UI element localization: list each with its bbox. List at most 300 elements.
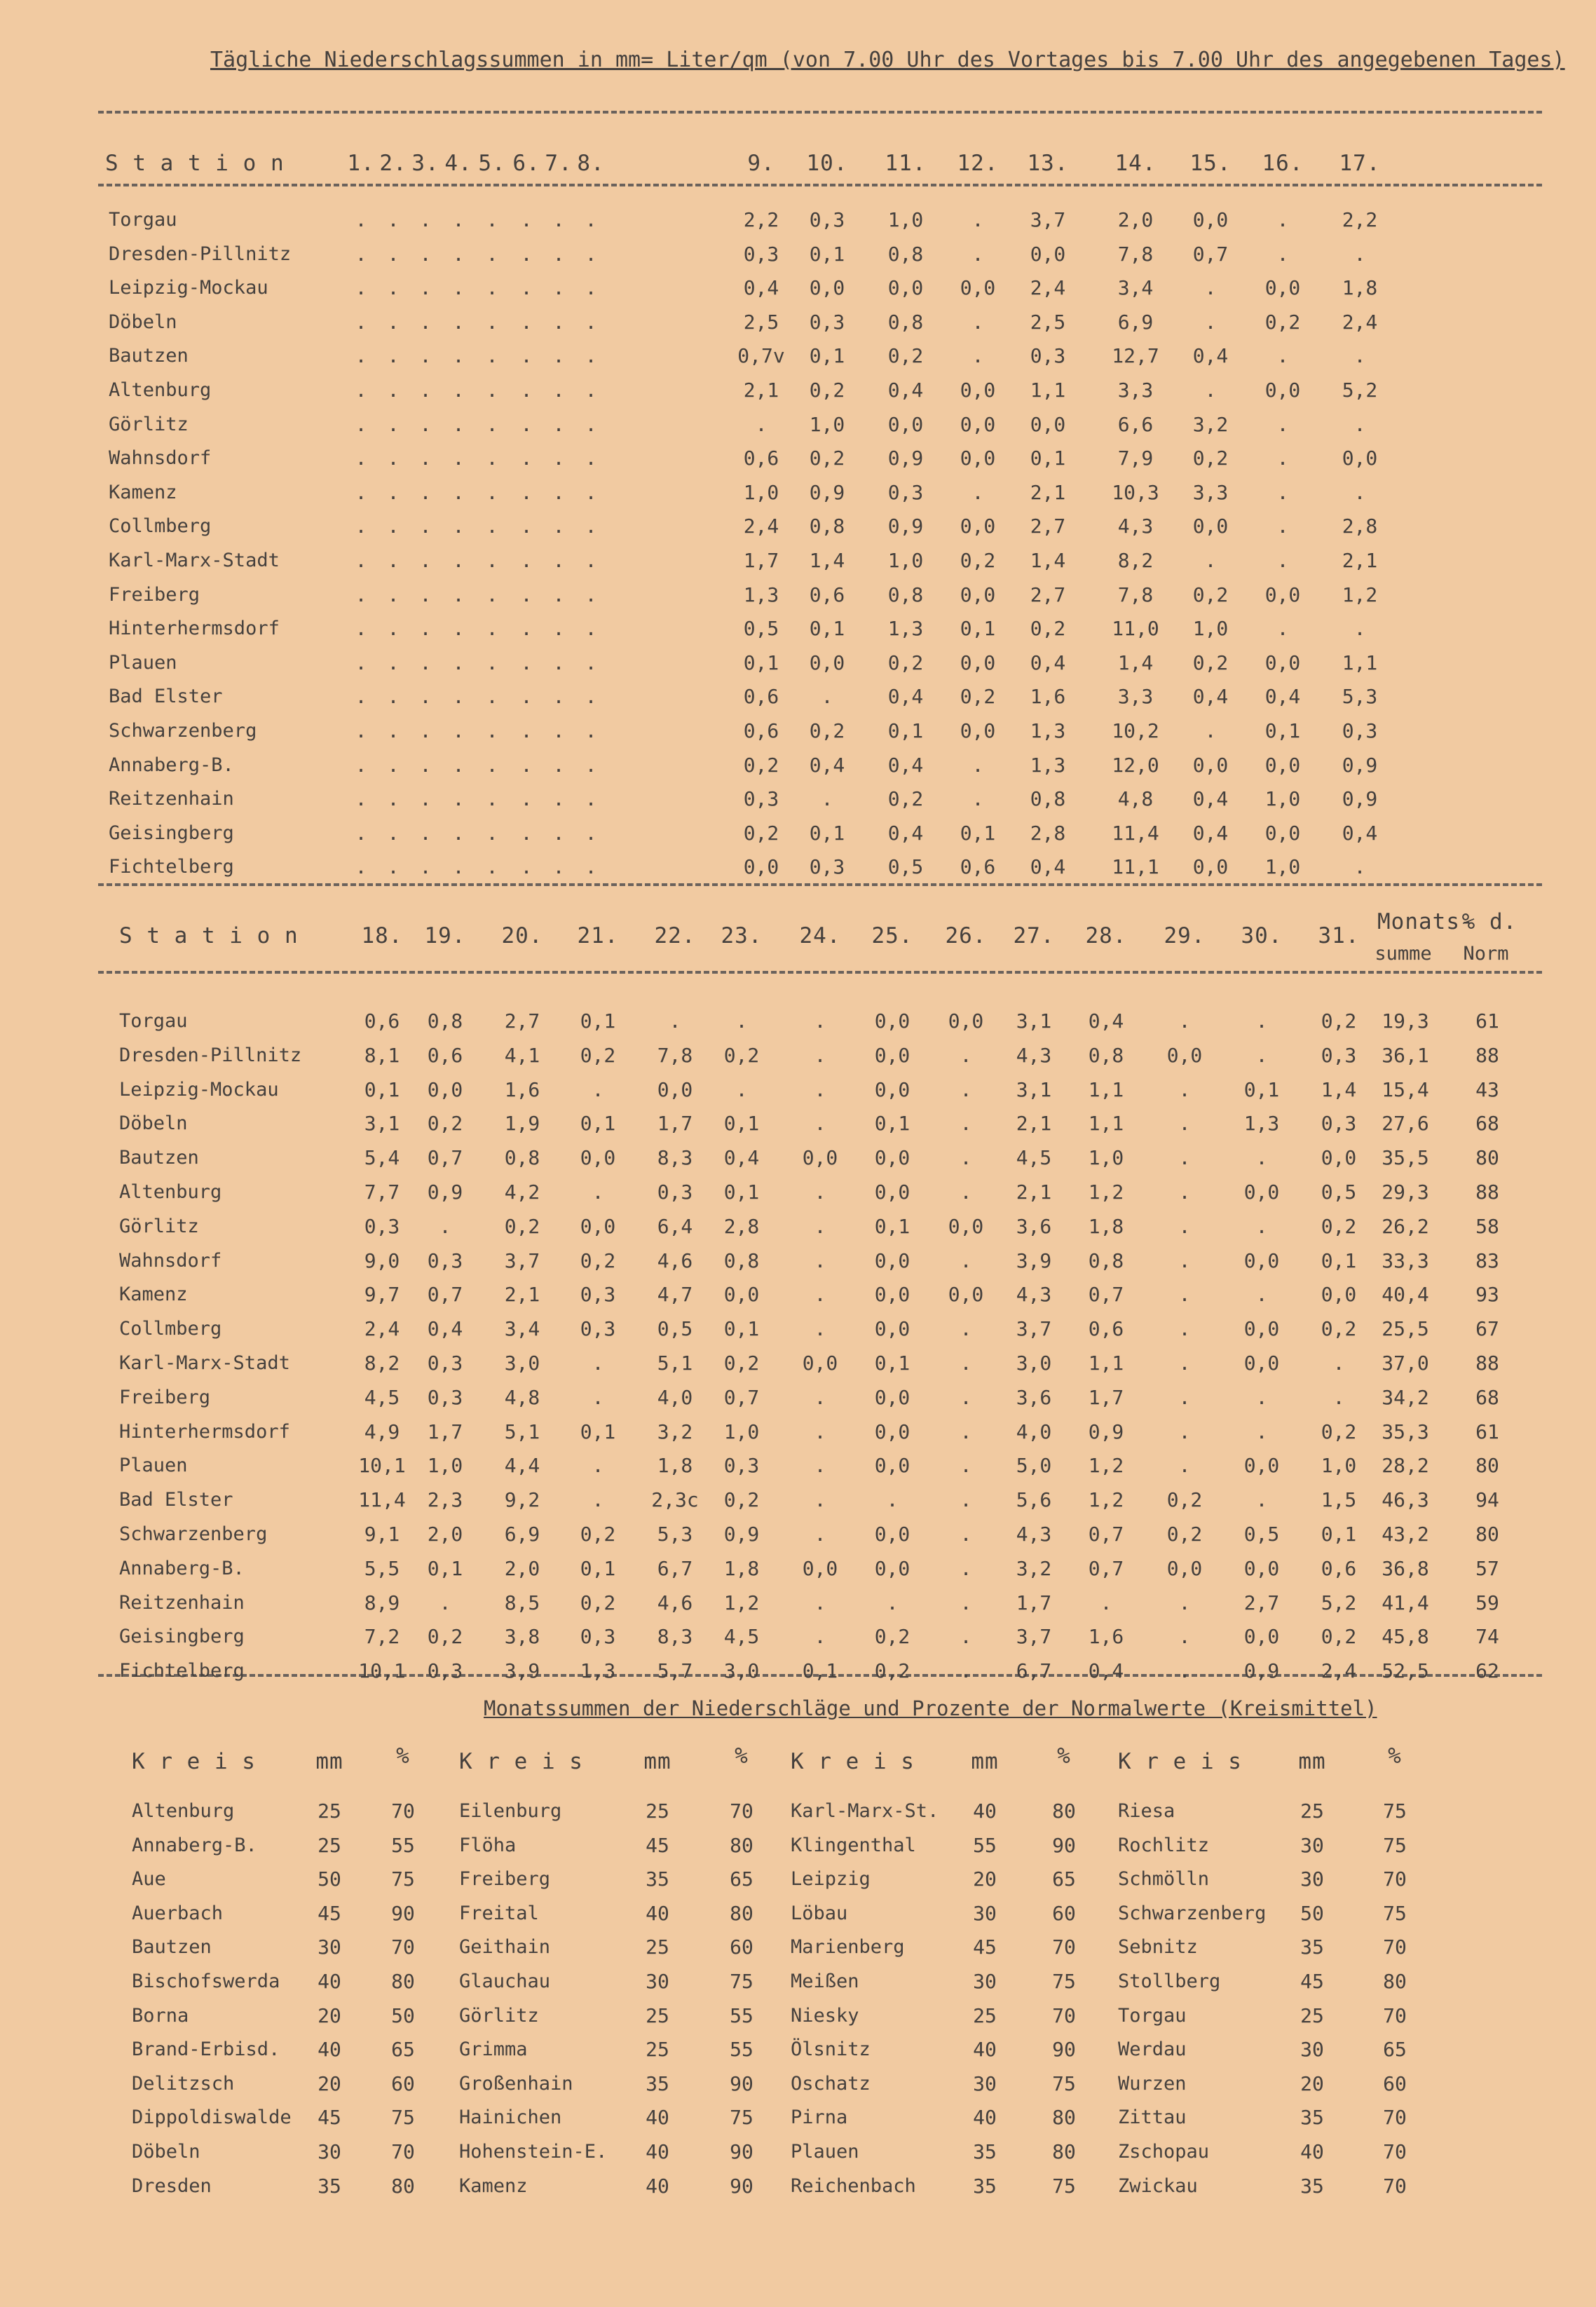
- table3-mm-value: 40: [973, 2038, 997, 2061]
- table2-value-cell: .: [960, 1557, 972, 1580]
- table3-kreis-name: Wurzen: [1118, 2073, 1187, 2095]
- table1-station-name: Freiberg: [109, 584, 200, 606]
- table3-kreis-name: Karl-Marx-St.: [791, 1800, 939, 1822]
- table2-value-cell: 4,6: [657, 1249, 693, 1272]
- table2-value-cell: 0,0: [1243, 1352, 1280, 1375]
- table2-monthly-sum: 15,4: [1382, 1078, 1429, 1101]
- table1-value-cell: .: [452, 685, 465, 708]
- table3-title: Monatssummen der Niederschläge und Prozente der Normalwerte (Kreismittel): [484, 1696, 1377, 1720]
- table3-kreis-name: Geithain: [459, 1936, 551, 1958]
- table2-value-cell: 1,5: [1321, 1488, 1357, 1511]
- table2-percent-normal: 80: [1475, 1523, 1499, 1546]
- table1-value-cell: .: [387, 311, 400, 334]
- table2-value-cell: 1,2: [723, 1591, 760, 1614]
- table1-value-cell: 1,6: [1030, 685, 1066, 708]
- table3-kreis-header: K r e i s: [459, 1749, 583, 1774]
- table1-value-cell: 1,3: [1030, 754, 1066, 777]
- table1-value-cell: .: [387, 583, 400, 606]
- table2-value-cell: 0,3: [1321, 1044, 1357, 1067]
- table2-value-cell: 8,9: [364, 1591, 400, 1614]
- table3-mm-value: 50: [1300, 1902, 1324, 1925]
- table1-value-cell: .: [486, 481, 498, 504]
- table1-value-cell: .: [1353, 413, 1366, 436]
- table1-station-name: Wahnsdorf: [109, 447, 212, 469]
- table2-value-cell: 0,6: [1321, 1557, 1357, 1580]
- table3-mm-value: 35: [1300, 2175, 1324, 2198]
- table3-kreis-name: Riesa: [1118, 1800, 1175, 1822]
- table1-value-cell: 0,0: [1192, 515, 1229, 538]
- table3-kreis-name: Eilenburg: [459, 1800, 562, 1822]
- table1-value-cell: .: [419, 754, 432, 777]
- table3-pct-value: 70: [1383, 1867, 1407, 1891]
- table3-mm-value: 40: [1300, 2140, 1324, 2163]
- table2-value-cell: 3,6: [1016, 1386, 1052, 1409]
- table2-value-cell: 0,3: [427, 1386, 463, 1409]
- table2-value-cell: .: [1178, 1215, 1191, 1238]
- table3-pct-value: 55: [730, 2038, 753, 2061]
- table1-value-cell: .: [486, 822, 498, 845]
- table2-value-cell: 0,9: [1088, 1420, 1124, 1443]
- table3-mm-value: 45: [973, 1935, 997, 1959]
- table2-monthly-sum: 37,0: [1382, 1352, 1429, 1375]
- table1-value-cell: .: [419, 311, 432, 334]
- table1-value-cell: 4,8: [1117, 787, 1154, 810]
- table1-value-cell: .: [585, 685, 597, 708]
- table3-kreis-name: Meißen: [791, 1971, 859, 1992]
- table2-value-cell: 0,0: [1243, 1454, 1280, 1477]
- table1-value-cell: 1,0: [1264, 787, 1301, 810]
- table2-value-cell: 0,2: [874, 1659, 910, 1682]
- table1-value-cell: .: [452, 617, 465, 640]
- table2-value-cell: 0,0: [1321, 1283, 1357, 1306]
- table2-value-cell: 4,0: [1016, 1420, 1052, 1443]
- table1-value-cell: .: [971, 208, 984, 231]
- table3-kreis-name: Schwarzenberg: [1118, 1903, 1267, 1924]
- table2-value-cell: .: [886, 1488, 899, 1511]
- table1-value-cell: .: [1276, 617, 1289, 640]
- table2-value-cell: 0,2: [580, 1044, 616, 1067]
- table1-value-cell: 1,7: [743, 549, 779, 572]
- table1-value-cell: 0,1: [1264, 719, 1301, 742]
- table3-kreis-name: Bautzen: [132, 1936, 212, 1958]
- table1-value-cell: 0,3: [809, 311, 845, 334]
- table1-value-cell: 1,2: [1342, 583, 1378, 606]
- table1-value-cell: .: [355, 447, 367, 470]
- table1-value-cell: .: [520, 651, 533, 674]
- table3-pct-value: 75: [391, 2106, 415, 2129]
- table2-value-cell: 3,7: [504, 1249, 540, 1272]
- table2-value-cell: 1,1: [1088, 1078, 1124, 1101]
- table2-value-cell: 11,4: [358, 1488, 406, 1511]
- table2-value-cell: 0,2: [723, 1044, 760, 1067]
- table3-kreis-name: Kamenz: [459, 2175, 528, 2197]
- table1-value-cell: 0,0: [743, 855, 779, 878]
- table1-value-cell: 2,4: [1342, 311, 1378, 334]
- table1-value-cell: 0,3: [887, 481, 924, 504]
- table3-pct-value: 80: [391, 2175, 415, 2198]
- table3-pct-value: 65: [391, 2038, 415, 2061]
- table3-kreis-name: Brand-Erbisd.: [132, 2039, 280, 2060]
- table2-value-cell: .: [814, 1488, 826, 1511]
- table1-value-cell: 0,1: [809, 243, 845, 266]
- table1-value-cell: 0,5: [743, 617, 779, 640]
- table2-value-cell: .: [814, 1180, 826, 1204]
- table1-value-cell: 1,3: [1030, 719, 1066, 742]
- table2-value-cell: .: [735, 1078, 748, 1101]
- table1-value-cell: 0,0: [1192, 208, 1229, 231]
- table2-percent-normal: 94: [1475, 1488, 1499, 1511]
- table1-value-cell: 10,3: [1112, 481, 1159, 504]
- table2-value-cell: .: [1255, 1044, 1268, 1067]
- table1-value-cell: 0,4: [887, 685, 924, 708]
- table2-value-cell: .: [1255, 1386, 1268, 1409]
- table2-value-cell: 2,3c: [651, 1488, 699, 1511]
- table1-value-cell: .: [486, 208, 498, 231]
- table2-value-cell: 0,0: [1243, 1249, 1280, 1272]
- table2-sum-header-2: summe: [1375, 943, 1432, 965]
- table2-value-cell: 3,9: [504, 1659, 540, 1682]
- table2-value-cell: 3,8: [504, 1625, 540, 1648]
- table1-value-cell: 0,6: [809, 583, 845, 606]
- table1-station-name: Bautzen: [109, 345, 189, 367]
- table2-value-cell: 0,0: [874, 1557, 910, 1580]
- table1-value-cell: 2,7: [1030, 583, 1066, 606]
- table2-percent-normal: 88: [1475, 1044, 1499, 1067]
- table1-value-cell: 0,4: [1030, 855, 1066, 878]
- table2-value-cell: 4,2: [504, 1180, 540, 1204]
- table2-value-cell: 0,8: [504, 1146, 540, 1169]
- table3-kreis-name: Reichenbach: [791, 2175, 916, 2197]
- table3-mm-value: 50: [318, 1867, 341, 1891]
- table1-value-cell: .: [520, 276, 533, 299]
- table1-day-header: 16.: [1262, 151, 1304, 176]
- table3-mm-value: 40: [318, 1970, 341, 1993]
- table1-value-cell: .: [355, 617, 367, 640]
- table3-kreis-name: Zschopau: [1118, 2141, 1210, 2163]
- table2-value-cell: 0,2: [1166, 1488, 1203, 1511]
- table1-value-cell: .: [387, 413, 400, 436]
- table2-value-cell: 0,1: [723, 1112, 760, 1135]
- table1-value-cell: 0,7: [1192, 243, 1229, 266]
- table1-station-name: Reitzenhain: [109, 788, 234, 810]
- table1-value-cell: 0,0: [960, 515, 996, 538]
- table1-day-header: 4.: [444, 151, 472, 176]
- table3-pct-value: 60: [391, 2072, 415, 2095]
- table1-day-header: 6.: [512, 151, 540, 176]
- table2-station-name: Schwarzenberg: [119, 1523, 268, 1545]
- table2-day-header: 20.: [501, 923, 543, 948]
- table1-value-cell: 0,0: [960, 276, 996, 299]
- table1-value-cell: 0,3: [1030, 344, 1066, 367]
- table3-pct-header: %: [396, 1743, 410, 1769]
- table1-value-cell: 12,7: [1112, 344, 1159, 367]
- table2-value-cell: 3,7: [1016, 1317, 1052, 1340]
- table1-value-cell: 0,8: [809, 515, 845, 538]
- table1-value-cell: .: [552, 787, 565, 810]
- table3-mm-value: 45: [1300, 1970, 1324, 1993]
- table2-value-cell: .: [960, 1317, 972, 1340]
- table1-value-cell: .: [1204, 311, 1217, 334]
- table2-value-cell: 1,6: [504, 1078, 540, 1101]
- table1-value-cell: 5,3: [1342, 685, 1378, 708]
- table3-mm-value: 35: [973, 2140, 997, 2163]
- table3-kreis-name: Plauen: [791, 2141, 859, 2163]
- table2-value-cell: 0,0: [874, 1009, 910, 1033]
- table3-pct-value: 70: [1383, 2175, 1407, 2198]
- table1-value-cell: .: [585, 379, 597, 402]
- table1-value-cell: 0,0: [1264, 583, 1301, 606]
- table3-pct-value: 50: [391, 2004, 415, 2027]
- table1-value-cell: .: [387, 481, 400, 504]
- table1-value-cell: 0,2: [1264, 311, 1301, 334]
- table2-value-cell: 5,3: [657, 1523, 693, 1546]
- table2-value-cell: 8,5: [504, 1591, 540, 1614]
- table1-value-cell: .: [552, 617, 565, 640]
- table2-percent-normal: 80: [1475, 1454, 1499, 1477]
- table2-value-cell: 0,1: [1321, 1523, 1357, 1546]
- table2-value-cell: 0,0: [1243, 1317, 1280, 1340]
- table1-value-cell: 0,6: [743, 447, 779, 470]
- table2-value-cell: 7,8: [657, 1044, 693, 1067]
- table1-value-cell: 3,4: [1117, 276, 1154, 299]
- table2-value-cell: .: [1178, 1625, 1191, 1648]
- table2-value-cell: 5,7: [657, 1659, 693, 1682]
- table2-value-cell: 1,7: [1016, 1591, 1052, 1614]
- table1-value-cell: 0,4: [743, 276, 779, 299]
- table1-value-cell: .: [419, 208, 432, 231]
- table3-kreis-name: Pirna: [791, 2107, 848, 2128]
- table2-value-cell: .: [1178, 1659, 1191, 1682]
- table1-value-cell: 0,7v: [737, 344, 785, 367]
- table1-value-cell: .: [552, 719, 565, 742]
- table1-value-cell: .: [486, 311, 498, 334]
- table3-mm-value: 55: [973, 1834, 997, 1857]
- table2-value-cell: 0,0: [874, 1180, 910, 1204]
- table3-pct-value: 70: [730, 1799, 753, 1823]
- table3-pct-value: 90: [730, 2175, 753, 2198]
- table1-value-cell: .: [486, 855, 498, 878]
- table2-value-cell: 4,5: [364, 1386, 400, 1409]
- table1-value-cell: .: [355, 719, 367, 742]
- table3-mm-value: 35: [1300, 2106, 1324, 2129]
- table2-value-cell: 0,9: [723, 1523, 760, 1546]
- table1-value-cell: 7,8: [1117, 583, 1154, 606]
- table2-station-name: Görlitz: [119, 1216, 199, 1237]
- table2-value-cell: 0,0: [802, 1557, 838, 1580]
- table2-value-cell: 1,8: [657, 1454, 693, 1477]
- table1-value-cell: .: [585, 208, 597, 231]
- table1-value-cell: .: [552, 243, 565, 266]
- table1-value-cell: 5,2: [1342, 379, 1378, 402]
- table1-value-cell: 0,3: [1342, 719, 1378, 742]
- table1-value-cell: .: [821, 685, 833, 708]
- table3-pct-value: 80: [730, 1834, 753, 1857]
- table2-station-name: Döbeln: [119, 1112, 188, 1134]
- table3-mm-value: 30: [318, 1935, 341, 1959]
- table2-value-cell: 0,1: [723, 1317, 760, 1340]
- table1-station-name: Leipzig-Mockau: [109, 277, 268, 299]
- table2-value-cell: 0,0: [580, 1146, 616, 1169]
- table3-mm-value: 25: [1300, 1799, 1324, 1823]
- table2-value-cell: 2,1: [504, 1283, 540, 1306]
- table1-value-cell: .: [387, 822, 400, 845]
- table3-kreis-name: Glauchau: [459, 1971, 551, 1992]
- table2-percent-normal: 80: [1475, 1146, 1499, 1169]
- table2-value-cell: .: [960, 1420, 972, 1443]
- table3-mm-value: 30: [973, 2072, 997, 2095]
- table3-pct-value: 80: [1052, 2106, 1076, 2129]
- table1-value-cell: .: [520, 822, 533, 845]
- table1-value-cell: 2,7: [1030, 515, 1066, 538]
- table2-value-cell: .: [592, 1386, 604, 1409]
- table1-value-cell: .: [585, 413, 597, 436]
- table1-day-header: 9.: [747, 151, 775, 176]
- table2-value-cell: 0,1: [427, 1557, 463, 1580]
- table3-kreis-name: Grimma: [459, 2039, 528, 2060]
- table3-pct-value: 70: [1383, 2106, 1407, 2129]
- table1-value-cell: .: [1276, 447, 1289, 470]
- table3-kreis-name: Freital: [459, 1903, 539, 1924]
- table1-value-cell: .: [520, 549, 533, 572]
- table3-pct-value: 90: [730, 2072, 753, 2095]
- table2-value-cell: 0,7: [1088, 1283, 1124, 1306]
- table2-monthly-sum: 45,8: [1382, 1625, 1429, 1648]
- table1-value-cell: .: [520, 685, 533, 708]
- table1-day-header: 17.: [1339, 151, 1381, 176]
- table2-percent-normal: 68: [1475, 1112, 1499, 1135]
- table2-value-cell: 0,2: [1321, 1215, 1357, 1238]
- table2-monthly-sum: 25,5: [1382, 1317, 1429, 1340]
- table1-value-cell: .: [585, 447, 597, 470]
- table3-mm-value: 35: [646, 1867, 669, 1891]
- table1-value-cell: .: [452, 481, 465, 504]
- table3-pct-value: 90: [1052, 2038, 1076, 2061]
- table2-value-cell: 0,0: [874, 1386, 910, 1409]
- table1-value-cell: 0,0: [960, 651, 996, 674]
- table2-value-cell: 1,0: [723, 1420, 760, 1443]
- table2-value-cell: 1,2: [1088, 1180, 1124, 1204]
- table2-value-cell: .: [814, 1112, 826, 1135]
- table1-value-cell: 0,8: [887, 583, 924, 606]
- table2-value-cell: 0,0: [874, 1523, 910, 1546]
- table2-value-cell: 1,8: [1088, 1215, 1124, 1238]
- table2-value-cell: 0,0: [874, 1249, 910, 1272]
- table2-value-cell: .: [960, 1112, 972, 1135]
- table1-value-cell: .: [1276, 344, 1289, 367]
- table2-value-cell: 0,3: [427, 1352, 463, 1375]
- table3-kreis-name: Niesky: [791, 2005, 859, 2027]
- table1-value-cell: 0,6: [960, 855, 996, 878]
- table1-value-cell: .: [355, 379, 367, 402]
- table2-value-cell: 4,7: [657, 1283, 693, 1306]
- table2-station-name: Plauen: [119, 1455, 188, 1476]
- table2-monthly-sum: 43,2: [1382, 1523, 1429, 1546]
- table2-value-cell: 0,6: [364, 1009, 400, 1033]
- table2-value-cell: .: [1178, 1591, 1191, 1614]
- table1-value-cell: 1,0: [743, 481, 779, 504]
- table3-kreis-name: Freiberg: [459, 1868, 551, 1890]
- table2-value-cell: 2,4: [364, 1317, 400, 1340]
- table1-day-header: 15.: [1189, 151, 1232, 176]
- table1-day-header: 14.: [1114, 151, 1157, 176]
- table1-value-cell: 0,6: [743, 685, 779, 708]
- table3-kreis-name: Dippoldiswalde: [132, 2107, 292, 2128]
- table2-value-cell: 1,0: [1088, 1146, 1124, 1169]
- table3-pct-value: 60: [1383, 2072, 1407, 2095]
- table2-monthly-sum: 26,2: [1382, 1215, 1429, 1238]
- table2-monthly-sum: 41,4: [1382, 1591, 1429, 1614]
- table1-value-cell: 0,4: [1192, 822, 1229, 845]
- table1-value-cell: .: [355, 787, 367, 810]
- table2-value-cell: 7,7: [364, 1180, 400, 1204]
- table1-station-name: Altenburg: [109, 379, 212, 401]
- table1-value-cell: 1,0: [887, 549, 924, 572]
- table2-value-cell: .: [960, 1249, 972, 1272]
- table1-value-cell: .: [486, 379, 498, 402]
- table1-value-cell: .: [486, 651, 498, 674]
- table3-pct-value: 90: [1052, 1834, 1076, 1857]
- table3-pct-value: 70: [1383, 2140, 1407, 2163]
- table1-value-cell: 0,2: [743, 754, 779, 777]
- table1-value-cell: 3,7: [1030, 208, 1066, 231]
- table1-value-cell: .: [552, 276, 565, 299]
- table2-value-cell: .: [1178, 1420, 1191, 1443]
- table1-value-cell: .: [355, 515, 367, 538]
- table2-value-cell: 3,7: [1016, 1625, 1052, 1648]
- table2-station-name: Reitzenhain: [119, 1592, 245, 1614]
- table1-value-cell: 0,2: [743, 822, 779, 845]
- table1-value-cell: .: [585, 549, 597, 572]
- table3-pct-value: 80: [730, 1902, 753, 1925]
- table2-station-name: Wahnsdorf: [119, 1250, 222, 1272]
- table2-value-cell: 5,6: [1016, 1488, 1052, 1511]
- table2-value-cell: 0,7: [427, 1283, 463, 1306]
- table2-value-cell: 6,7: [657, 1557, 693, 1580]
- table2-value-cell: .: [960, 1180, 972, 1204]
- table1-value-cell: 0,8: [887, 243, 924, 266]
- table1-value-cell: .: [520, 787, 533, 810]
- table2-value-cell: 0,0: [1321, 1146, 1357, 1169]
- table1-value-cell: 0,0: [1264, 276, 1301, 299]
- table1-value-cell: .: [552, 855, 565, 878]
- table1-value-cell: 1,0: [1264, 855, 1301, 878]
- table2-value-cell: .: [592, 1488, 604, 1511]
- table1-value-cell: .: [520, 583, 533, 606]
- table3-mm-header: mm: [643, 1749, 671, 1774]
- table2-percent-normal: 61: [1475, 1420, 1499, 1443]
- table2-value-cell: .: [592, 1454, 604, 1477]
- table2-value-cell: 3,6: [1016, 1215, 1052, 1238]
- table2-value-cell: .: [960, 1078, 972, 1101]
- table2-value-cell: .: [814, 1420, 826, 1443]
- table1-value-cell: 0,4: [1264, 685, 1301, 708]
- table3-kreis-name: Stollberg: [1118, 1971, 1221, 1992]
- table3-pct-value: 55: [730, 2004, 753, 2027]
- table2-monthly-sum: 52,5: [1382, 1659, 1429, 1682]
- table1-value-cell: .: [552, 685, 565, 708]
- table2-value-cell: 0,2: [723, 1488, 760, 1511]
- table2-value-cell: 0,8: [723, 1249, 760, 1272]
- table1-value-cell: .: [419, 413, 432, 436]
- table2-value-cell: .: [814, 1044, 826, 1067]
- table1-value-cell: .: [552, 583, 565, 606]
- table1-value-cell: .: [387, 651, 400, 674]
- table2-value-cell: 5,0: [1016, 1454, 1052, 1477]
- table1-value-cell: .: [552, 822, 565, 845]
- table3-mm-value: 25: [1300, 2004, 1324, 2027]
- table1-value-cell: .: [486, 583, 498, 606]
- table2-value-cell: 0,0: [874, 1317, 910, 1340]
